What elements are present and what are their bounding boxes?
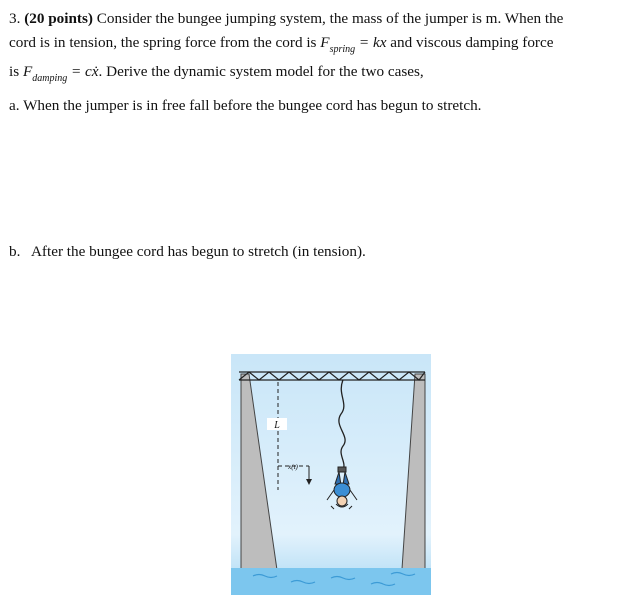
displacement-label: x(t) [288,463,298,471]
problem-number: 3. [9,10,21,27]
part-b-label: b. [9,243,21,260]
length-label: L [274,420,280,431]
part-a-label: a. [9,97,20,114]
part-a [9,96,481,115]
part-b-text: After the bungee cord has begun to stretch (in tension). [30,243,366,260]
part-b [9,242,366,261]
problem-points: (20 points) [24,10,93,27]
problem-instruction: . Derive the dynamic system model for the two cases, [98,63,424,80]
spring-force-equation: = kx [358,34,387,51]
water [231,568,431,595]
damping-force-symbol: F [22,63,33,80]
is-word: is [9,63,20,80]
bungee-figure [231,354,431,595]
spring-subscript: spring [329,44,356,55]
spring-force-intro: cord is in tension, the spring force from the cord is [9,34,317,51]
problem-line-1 [9,9,563,28]
damping-force-intro: and viscous damping force [390,34,554,51]
spring-force-symbol: F [320,34,330,51]
problem-line-2 [9,33,554,55]
damping-force-equation: = cẋ [71,63,99,80]
damping-subscript: damping [32,73,68,84]
part-a-text: When the jumper is in free fall before the bungee cord has begun to stretch. [23,97,482,114]
problem-intro: Consider the bungee jumping system, the mass of the jumper is m. When the [96,10,564,27]
problem-line-3 [9,62,424,84]
